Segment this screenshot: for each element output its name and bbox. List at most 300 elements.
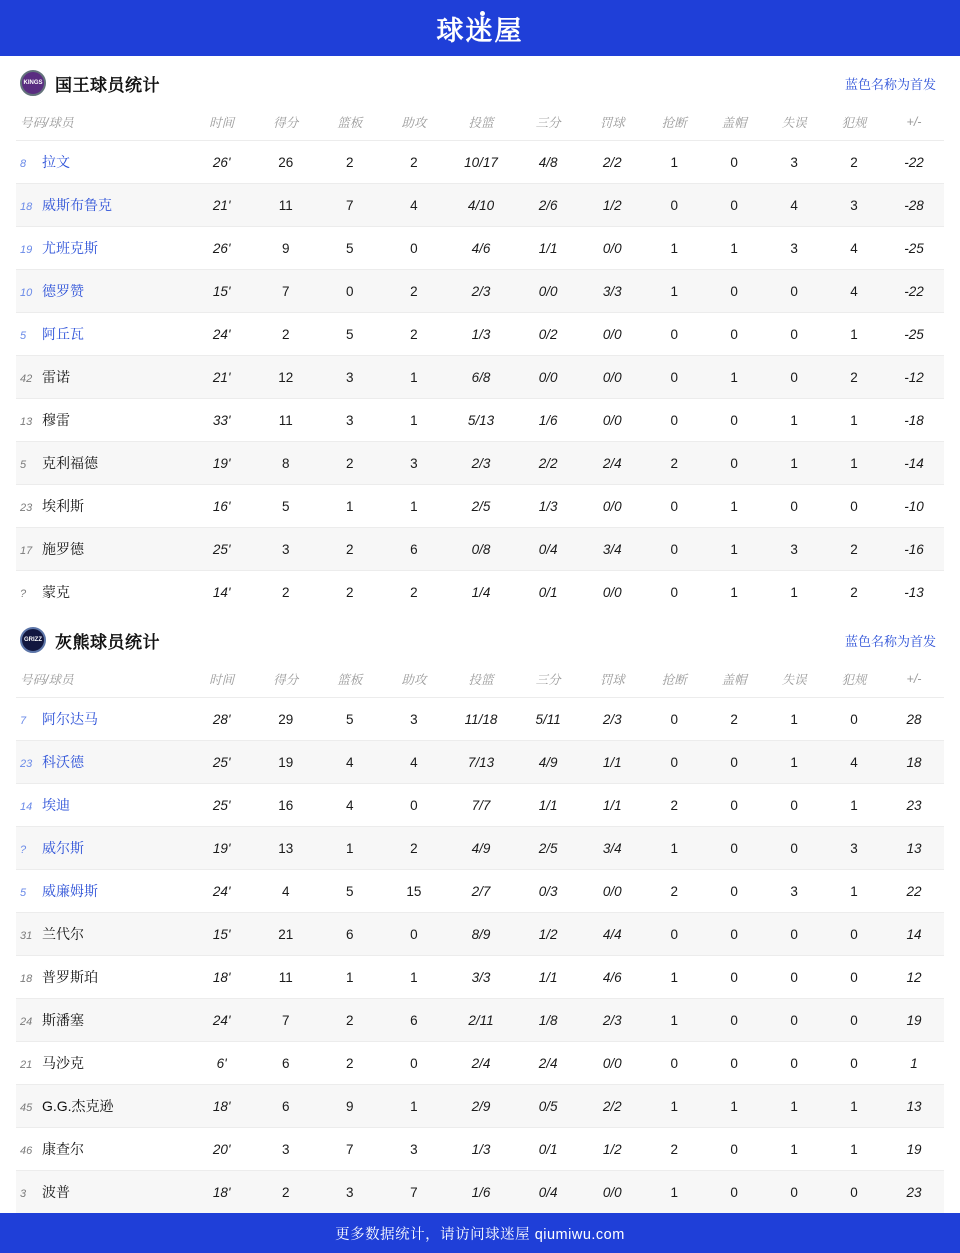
stat-cell-min: 16' [190,485,254,528]
section-header [16,613,944,665]
table-header-row [16,108,944,141]
stat-cell-stl: 2 [644,1128,704,1171]
stat-cell-blk: 1 [704,356,764,399]
stat-cell-ast: 6 [382,528,446,571]
stat-cell-ft: 4/4 [580,913,644,956]
stat-cell-blk: 0 [704,741,764,784]
stat-cell-pf: 4 [824,227,884,270]
stat-cell-pts: 6 [254,1085,318,1128]
stat-cell-pf: 1 [824,399,884,442]
player-cell [16,870,190,913]
stat-cell-tp: 1/1 [516,784,580,827]
stat-cell-stl: 0 [644,571,704,614]
jersey-number: 10 [20,287,33,299]
stat-cell-fg: 2/11 [446,999,516,1042]
player-name: 尤班克斯 [42,240,98,256]
table-row[interactable] [16,741,944,784]
stat-cell-pf: 2 [824,356,884,399]
stat-cell-to: 0 [764,313,824,356]
stat-cell-to: 0 [764,999,824,1042]
stat-cell-ft: 0/0 [580,399,644,442]
stat-cell-pm: 1 [884,1042,944,1085]
stat-cell-ft: 1/2 [580,1128,644,1171]
stat-cell-tp: 4/9 [516,741,580,784]
stat-cell-ast: 0 [382,1042,446,1085]
stat-cell-stl: 1 [644,1085,704,1128]
stat-cell-pm: 23 [884,1171,944,1214]
table-row[interactable] [16,184,944,227]
stat-cell-pm: 12 [884,956,944,999]
stat-cell-stl: 0 [644,485,704,528]
stat-cell-pm: -22 [884,141,944,184]
table-row[interactable] [16,870,944,913]
stat-cell-to: 3 [764,870,824,913]
stat-cell-fg: 2/5 [446,485,516,528]
stat-cell-reb: 4 [318,741,382,784]
table-row[interactable] [16,356,944,399]
column-header: +/- [906,115,922,129]
stat-cell-min: 25' [190,528,254,571]
stat-cell-blk: 1 [704,1085,764,1128]
stat-cell-ast: 2 [382,270,446,313]
team-logo-icon: KINGS [20,70,46,96]
column-header: 助攻 [401,116,427,130]
stat-cell-reb: 7 [318,184,382,227]
stat-cell-tp: 1/8 [516,999,580,1042]
column-header: 号码/球员 [20,116,74,130]
stat-cell-pts: 5 [254,485,318,528]
stat-cell-pts: 2 [254,313,318,356]
jersey-number: 7 [20,715,27,727]
stat-cell-stl: 1 [644,141,704,184]
stat-cell-pm: -28 [884,184,944,227]
stat-cell-blk: 1 [704,227,764,270]
stat-cell-tp: 0/3 [516,870,580,913]
stat-cell-stl: 0 [644,399,704,442]
stat-cell-pts: 7 [254,999,318,1042]
stat-cell-pf: 2 [824,528,884,571]
stat-cell-stl: 2 [644,784,704,827]
stat-cell-fg: 8/9 [446,913,516,956]
player-name: 科沃德 [42,754,84,770]
footer-text: 更多数据统计，请访问球迷屋 qiumiwu.com [335,1226,625,1243]
stat-cell-pm: 19 [884,1128,944,1171]
stat-cell-stl: 1 [644,227,704,270]
stat-cell-tp: 0/4 [516,1171,580,1214]
stat-cell-stl: 1 [644,270,704,313]
stat-cell-to: 0 [764,270,824,313]
stat-cell-to: 0 [764,784,824,827]
stat-cell-pm: 13 [884,827,944,870]
stat-cell-ast: 1 [382,399,446,442]
stat-cell-tp: 0/1 [516,1128,580,1171]
stat-cell-stl: 0 [644,356,704,399]
stat-cell-tp: 0/0 [516,356,580,399]
player-cell [16,913,190,956]
jersey-number: 31 [20,930,33,942]
stat-cell-tp: 1/6 [516,399,580,442]
player-name: 威尔斯 [42,840,84,856]
stat-cell-to: 0 [764,1171,824,1214]
stat-cell-tp: 2/5 [516,827,580,870]
stat-cell-stl: 0 [644,741,704,784]
stat-cell-pf: 4 [824,741,884,784]
stat-cell-ft: 0/0 [580,356,644,399]
stat-cell-ft: 0/0 [580,571,644,614]
column-header: 犯规 [841,116,867,130]
stat-cell-stl: 1 [644,956,704,999]
stat-cell-to: 1 [764,1085,824,1128]
stat-cell-ast: 7 [382,1171,446,1214]
stat-cell-min: 24' [190,870,254,913]
player-cell [16,356,190,399]
table-row[interactable] [16,1128,944,1171]
jersey-number: 18 [20,201,33,213]
table-row[interactable] [16,1042,944,1085]
stat-cell-min: 25' [190,741,254,784]
player-name: 埃迪 [42,797,70,813]
stat-cell-reb: 1 [318,827,382,870]
stat-cell-fg: 2/4 [446,1042,516,1085]
stat-cell-fg: 1/4 [446,571,516,614]
stat-cell-min: 19' [190,827,254,870]
column-header: 时间 [209,673,235,687]
column-header: 失误 [781,116,807,130]
stat-cell-blk: 0 [704,1171,764,1214]
player-name: 拉文 [42,154,70,170]
stat-cell-to: 1 [764,399,824,442]
stat-cell-pf: 3 [824,184,884,227]
stat-cell-blk: 1 [704,485,764,528]
stat-cell-stl: 0 [644,1042,704,1085]
table-row[interactable] [16,1171,944,1214]
player-cell [16,698,190,741]
stat-cell-ast: 0 [382,913,446,956]
column-header: 投篮 [468,673,494,687]
starter-legend: 蓝色名称为首发 [844,633,936,649]
jersey-number: 19 [20,244,33,256]
stat-cell-reb: 3 [318,356,382,399]
stat-cell-ft: 2/2 [580,141,644,184]
jersey-number: 3 [20,1188,27,1200]
stat-cell-blk: 0 [704,184,764,227]
table-row[interactable] [16,399,944,442]
table-row[interactable] [16,999,944,1042]
stat-cell-blk: 0 [704,1128,764,1171]
stat-cell-blk: 0 [704,442,764,485]
table-row[interactable] [16,227,944,270]
player-name: 康查尔 [42,1141,84,1157]
stat-cell-pts: 9 [254,227,318,270]
stat-cell-ft: 0/0 [580,227,644,270]
stat-cell-pf: 0 [824,698,884,741]
stat-cell-stl: 0 [644,184,704,227]
stat-cell-pts: 2 [254,571,318,614]
player-name: 克利福德 [42,455,98,471]
player-name: 斯潘塞 [42,1012,84,1028]
stat-cell-to: 0 [764,913,824,956]
stat-cell-stl: 0 [644,528,704,571]
table-row[interactable] [16,270,944,313]
column-header: 罚球 [599,673,625,687]
player-name: 威斯布鲁克 [42,197,112,213]
player-cell [16,1128,190,1171]
stat-cell-pf: 2 [824,571,884,614]
stat-cell-stl: 1 [644,999,704,1042]
table-row[interactable] [16,313,944,356]
stat-cell-reb: 2 [318,999,382,1042]
stat-cell-pts: 4 [254,870,318,913]
stat-cell-ft: 0/0 [580,1171,644,1214]
stat-cell-tp: 1/1 [516,956,580,999]
stat-cell-ft: 1/2 [580,184,644,227]
stat-cell-pm: -13 [884,571,944,614]
stat-cell-fg: 11/18 [446,698,516,741]
stat-cell-ft: 1/1 [580,741,644,784]
stat-cell-blk: 0 [704,141,764,184]
jersey-number: 45 [20,1102,33,1114]
table-row[interactable] [16,913,944,956]
player-cell [16,1171,190,1214]
table-row[interactable] [16,827,944,870]
player-cell [16,827,190,870]
table-row[interactable] [16,485,944,528]
table-row[interactable] [16,571,944,614]
table-row[interactable] [16,1085,944,1128]
stat-cell-fg: 6/8 [446,356,516,399]
column-header: 投篮 [468,116,494,130]
player-name: G.G.杰克逊 [42,1098,114,1114]
stat-cell-stl: 1 [644,827,704,870]
stat-cell-pm: 13 [884,1085,944,1128]
stat-cell-ast: 15 [382,870,446,913]
stat-cell-min: 18' [190,1085,254,1128]
stat-cell-ast: 4 [382,184,446,227]
stat-cell-blk: 0 [704,313,764,356]
stat-cell-min: 28' [190,698,254,741]
stat-cell-tp: 0/1 [516,571,580,614]
stat-cell-fg: 2/7 [446,870,516,913]
stat-cell-fg: 2/9 [446,1085,516,1128]
stat-cell-min: 18' [190,956,254,999]
player-name: 德罗赞 [42,283,84,299]
stat-cell-blk: 0 [704,999,764,1042]
stat-cell-to: 1 [764,571,824,614]
stat-cell-reb: 4 [318,784,382,827]
player-cell [16,399,190,442]
stat-cell-ast: 1 [382,356,446,399]
stat-cell-tp: 2/6 [516,184,580,227]
jersey-number: 5 [20,330,27,342]
stat-cell-to: 3 [764,227,824,270]
stat-cell-reb: 2 [318,141,382,184]
stat-cell-fg: 2/3 [446,442,516,485]
stat-cell-pts: 11 [254,956,318,999]
jersey-number: 42 [20,373,33,385]
table-header-row [16,665,944,698]
stat-cell-min: 6' [190,1042,254,1085]
player-cell [16,485,190,528]
player-cell [16,784,190,827]
stat-cell-fg: 2/3 [446,270,516,313]
jersey-number: 23 [20,758,33,770]
column-header: 号码/球员 [20,673,74,687]
stat-cell-pf: 4 [824,270,884,313]
stat-cell-ft: 3/4 [580,528,644,571]
player-name: 阿尔达马 [42,711,98,727]
stat-cell-pf: 1 [824,1085,884,1128]
column-header: 三分 [535,673,561,687]
stat-cell-ft: 2/2 [580,1085,644,1128]
stat-cell-ast: 1 [382,956,446,999]
main-content [0,56,960,1213]
stat-cell-pm: 14 [884,913,944,956]
stat-cell-ft: 3/3 [580,270,644,313]
stat-cell-pm: -22 [884,270,944,313]
stat-cell-blk: 0 [704,784,764,827]
stat-cell-tp: 0/2 [516,313,580,356]
stat-cell-to: 3 [764,528,824,571]
stat-cell-pf: 0 [824,1171,884,1214]
stat-cell-to: 1 [764,1128,824,1171]
player-name: 埃利斯 [42,498,84,514]
jersey-number: 24 [20,1016,33,1028]
stat-cell-pm: -14 [884,442,944,485]
footer-bar [0,1213,960,1253]
stat-cell-blk: 0 [704,913,764,956]
table-row[interactable] [16,698,944,741]
stat-cell-pm: -25 [884,313,944,356]
player-cell [16,1042,190,1085]
stat-cell-fg: 4/6 [446,227,516,270]
stat-cell-pts: 3 [254,1128,318,1171]
stat-cell-pf: 1 [824,442,884,485]
stat-cell-min: 24' [190,999,254,1042]
stat-cell-pm: 23 [884,784,944,827]
stat-cell-to: 0 [764,956,824,999]
stat-cell-tp: 0/4 [516,528,580,571]
column-header: 篮板 [337,116,363,130]
column-header: 得分 [273,673,299,687]
stat-cell-ast: 1 [382,1085,446,1128]
stat-cell-min: 26' [190,227,254,270]
jersey-number: ? [20,588,27,600]
player-cell [16,313,190,356]
stat-cell-fg: 4/9 [446,827,516,870]
stat-cell-ft: 3/4 [580,827,644,870]
player-cell [16,227,190,270]
stat-cell-pm: 22 [884,870,944,913]
stat-cell-blk: 0 [704,399,764,442]
jersey-number: 46 [20,1145,33,1157]
column-header: 得分 [273,116,299,130]
stat-cell-min: 20' [190,1128,254,1171]
stat-cell-fg: 7/7 [446,784,516,827]
stat-cell-blk: 0 [704,270,764,313]
starter-legend: 蓝色名称为首发 [844,76,936,92]
stat-cell-min: 33' [190,399,254,442]
stat-cell-to: 3 [764,141,824,184]
stat-cell-ast: 0 [382,784,446,827]
stat-cell-to: 4 [764,184,824,227]
stat-cell-tp: 2/4 [516,1042,580,1085]
stat-cell-tp: 1/2 [516,913,580,956]
stat-cell-reb: 1 [318,485,382,528]
player-name: 威廉姆斯 [42,883,98,899]
column-header: 助攻 [401,673,427,687]
stat-cell-reb: 5 [318,698,382,741]
stat-cell-tp: 1/1 [516,227,580,270]
stat-cell-min: 19' [190,442,254,485]
column-header: 犯规 [841,673,867,687]
stat-cell-blk: 0 [704,956,764,999]
stat-cell-fg: 0/8 [446,528,516,571]
stat-cell-blk: 1 [704,571,764,614]
stat-cell-to: 0 [764,827,824,870]
stat-cell-ast: 4 [382,741,446,784]
stat-cell-ft: 0/0 [580,870,644,913]
stat-cell-fg: 1/3 [446,313,516,356]
stat-cell-fg: 1/6 [446,1171,516,1214]
player-name: 波普 [42,1184,70,1200]
stat-cell-stl: 2 [644,442,704,485]
stat-cell-min: 26' [190,141,254,184]
section-header [16,56,944,108]
jersey-number: 23 [20,502,33,514]
stat-cell-reb: 1 [318,956,382,999]
player-name: 蒙克 [42,584,70,600]
table-row[interactable] [16,784,944,827]
stat-cell-stl: 1 [644,1171,704,1214]
brand-dot-icon [480,11,485,16]
stat-cell-pf: 1 [824,313,884,356]
player-cell [16,571,190,614]
stat-cell-blk: 0 [704,870,764,913]
column-header: 三分 [535,116,561,130]
jersey-number: 5 [20,459,27,471]
stat-cell-tp: 5/11 [516,698,580,741]
stat-cell-tp: 2/2 [516,442,580,485]
stat-cell-ast: 1 [382,485,446,528]
table-row[interactable] [16,442,944,485]
stat-cell-blk: 1 [704,528,764,571]
table-row[interactable] [16,141,944,184]
stat-cell-pts: 26 [254,141,318,184]
stat-cell-ft: 0/0 [580,485,644,528]
player-cell [16,528,190,571]
stat-cell-min: 25' [190,784,254,827]
stat-cell-pf: 2 [824,141,884,184]
stat-cell-pts: 16 [254,784,318,827]
stat-cell-ft: 0/0 [580,1042,644,1085]
stat-cell-blk: 2 [704,698,764,741]
stat-cell-ast: 3 [382,442,446,485]
table-row[interactable] [16,956,944,999]
stat-cell-reb: 0 [318,270,382,313]
stat-cell-pts: 6 [254,1042,318,1085]
stat-cell-reb: 5 [318,313,382,356]
stat-cell-reb: 3 [318,1171,382,1214]
player-stats-table [16,665,944,1213]
stat-cell-reb: 7 [318,1128,382,1171]
table-row[interactable] [16,528,944,571]
player-cell [16,442,190,485]
section-title: 灰熊球员统计 [55,632,160,652]
stat-cell-pts: 2 [254,1171,318,1214]
jersey-number: 8 [20,158,27,170]
stat-cell-pts: 19 [254,741,318,784]
stat-cell-reb: 5 [318,227,382,270]
